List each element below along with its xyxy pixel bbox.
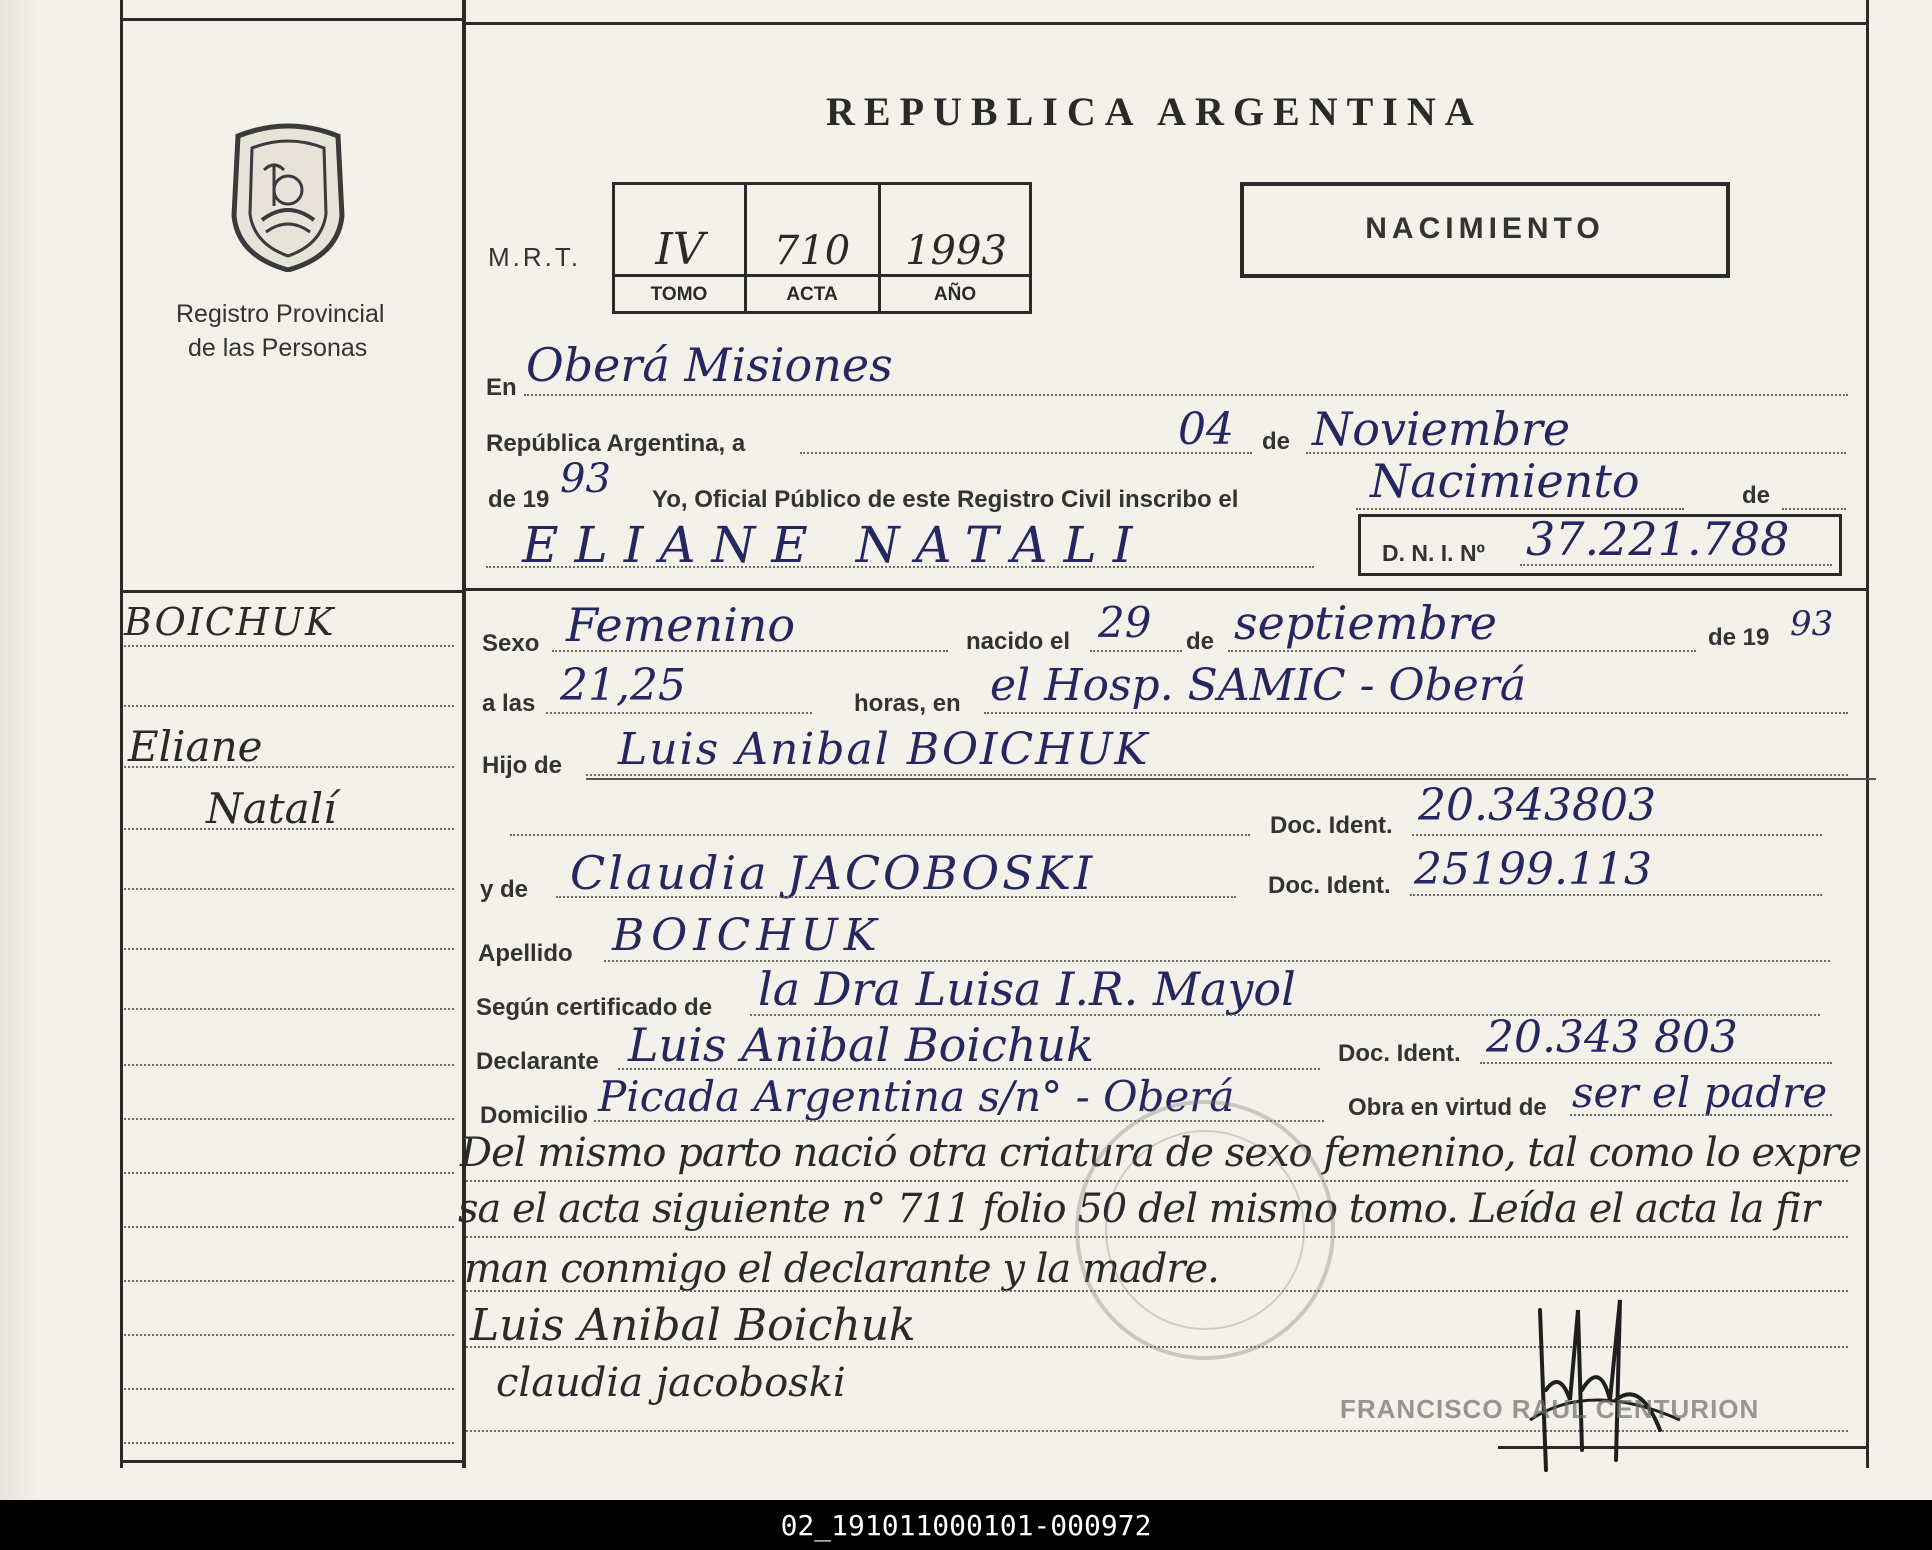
mrt-label: M.R.T. [488, 242, 582, 272]
top-rule-left [120, 18, 464, 21]
act-type: NACIMIENTO [1365, 212, 1605, 245]
act-written-value: Nacimiento [1370, 454, 1640, 508]
note-line-2: sa el acta siguiente n° 711 folio 50 del mismo tomo. Leída el acta la fir [458, 1186, 1819, 1232]
tomo-label: TOMO [650, 284, 708, 305]
birth-month-value: septiembre [1234, 596, 1497, 650]
hijo-label: Hijo de [482, 752, 563, 779]
de-label-2: de [1742, 482, 1771, 509]
certificado-value: la Dra Luisa I.R. Mayol [758, 962, 1296, 1016]
mother-doc-line [1410, 894, 1822, 896]
declarante-value: Luis Anibal Boichuk [628, 1018, 1094, 1072]
note-line-1: Del mismo parto nació otra criatura de sexo femenino, tal como lo expre [460, 1130, 1862, 1176]
day-value: 04 [1178, 404, 1234, 455]
obra-label: Obra en virtud de [1348, 1094, 1547, 1121]
doc-label-1: Doc. Ident. [1270, 812, 1393, 839]
father-value: Luis Anibal BOICHUK [618, 724, 1150, 775]
mother-value: Claudia JACOBOSKI [570, 846, 1096, 900]
de-19-b-label: de 19 [1708, 624, 1770, 651]
birth-place-line [984, 712, 1848, 714]
note-line-3: man conmigo el declarante y la madre. [464, 1246, 1219, 1292]
domicilio-label: Domicilio [480, 1102, 589, 1129]
acta-value: 710 [773, 228, 851, 274]
father-doc-value: 20.343803 [1418, 780, 1656, 831]
sidebar-line [124, 705, 454, 707]
official-stamp-inner [1105, 1130, 1305, 1330]
sidebar-rule [120, 590, 464, 593]
sidebar-line [124, 1226, 454, 1228]
month-value: Noviembre [1312, 402, 1571, 456]
birth-time-value: 21,25 [560, 660, 686, 711]
birth-month-line [1228, 650, 1696, 652]
nacido-label: nacido el [966, 628, 1071, 655]
de-line-2 [1782, 508, 1846, 510]
full-name-value: ELIANE NATALI [522, 516, 1149, 574]
sidebar-surname: BOICHUK [124, 600, 336, 644]
republica-label: República Argentina, a [486, 430, 746, 457]
de-label-1: de [1262, 428, 1291, 455]
acta-label: ACTA [786, 284, 838, 305]
signature-mother: claudia jacoboski [496, 1360, 846, 1406]
birth-time-line [546, 712, 812, 714]
sidebar-line [124, 1388, 454, 1390]
sexo-value: Femenino [566, 598, 796, 652]
birth-day-value: 29 [1098, 598, 1152, 647]
main-rule [464, 588, 1868, 591]
act-written-line [1356, 508, 1684, 510]
dni-line [1520, 564, 1832, 566]
tomo-value: IV [655, 224, 705, 275]
ano-label: AÑO [933, 284, 977, 305]
birth-place-value: el Hosp. SAMIC - Oberá [990, 660, 1527, 711]
birth-year-short-value: 93 [1790, 604, 1834, 644]
apellido-label: Apellido [478, 940, 573, 967]
oficial-label: Yo, Oficial Público de este Registro Civil inscribo el [652, 486, 1239, 513]
scan-edge [0, 0, 40, 1500]
mother-line [556, 896, 1236, 898]
place-value: Oberá Misiones [526, 338, 893, 392]
de-19-label: de 19 [488, 486, 550, 513]
misiones-seal-icon [218, 116, 358, 272]
dni-value: 37.221.788 [1526, 512, 1790, 566]
sidebar-line [124, 948, 454, 950]
sidebar-line [124, 1064, 454, 1066]
sexo-label: Sexo [482, 630, 540, 657]
image-id-footer [0, 1500, 1932, 1550]
sidebar-given-1: Eliane [128, 722, 263, 771]
father-extra-line [510, 834, 1250, 836]
y-de-label: y de [480, 876, 529, 903]
declarante-label: Declarante [476, 1048, 599, 1075]
horas-label: horas, en [854, 690, 961, 717]
ano-value: 1993 [905, 228, 1007, 274]
sidebar-line [124, 1172, 454, 1174]
father-rule [586, 778, 1876, 780]
official-name: FRANCISCO RAUL CENTURION [1340, 1394, 1760, 1424]
sidebar-line [124, 1118, 454, 1120]
de-label-3: de [1186, 628, 1215, 655]
sidebar-line [124, 1442, 454, 1444]
en-label: En [486, 374, 517, 401]
apellido-value: BOICHUK [612, 910, 883, 961]
obra-line [1570, 1114, 1832, 1116]
image-id: 02_191011000101-000972 [780, 1508, 1152, 1542]
sidebar-line [124, 1008, 454, 1010]
year-short-value: 93 [560, 456, 611, 502]
official-signature-icon [1520, 1270, 1690, 1480]
sexo-line [552, 650, 948, 652]
declarante-doc-line [1480, 1062, 1832, 1064]
doc-label-2: Doc. Ident. [1268, 872, 1391, 899]
father-doc-line [1412, 834, 1822, 836]
signature-declarant: Luis Anibal Boichuk [470, 1300, 916, 1351]
sidebar-line [124, 1280, 454, 1282]
top-rule-right [464, 22, 1866, 25]
bottom-rule-left [120, 1460, 464, 1463]
domicilio-value: Picada Argentina s/n° - Oberá [598, 1072, 1235, 1121]
declarante-doc-value: 20.343 803 [1486, 1012, 1738, 1063]
sidebar-given-2: Natalí [206, 784, 337, 833]
registry-line-2: de las Personas [188, 334, 368, 362]
mother-doc-value: 25199.113 [1414, 844, 1652, 895]
father-line [586, 774, 1848, 776]
sidebar-line [124, 888, 454, 890]
place-line [524, 394, 1848, 396]
a-las-label: a las [482, 690, 536, 717]
obra-value: ser el padre [1572, 1068, 1828, 1117]
declarante-line [618, 1068, 1320, 1070]
left-column-border [120, 0, 123, 1468]
doc-label-3: Doc. Ident. [1338, 1040, 1461, 1067]
sidebar-line [124, 645, 454, 647]
segun-label: Según certificado de [476, 994, 713, 1021]
page-title: REPUBLICA ARGENTINA [826, 89, 1483, 134]
registry-line-1: Registro Provincial [176, 300, 385, 328]
dni-label: D. N. I. Nº [1382, 540, 1485, 566]
sidebar-line [124, 1334, 454, 1336]
birth-day-line [1090, 650, 1182, 652]
right-border [1866, 0, 1869, 1468]
full-name-line [486, 566, 1314, 568]
